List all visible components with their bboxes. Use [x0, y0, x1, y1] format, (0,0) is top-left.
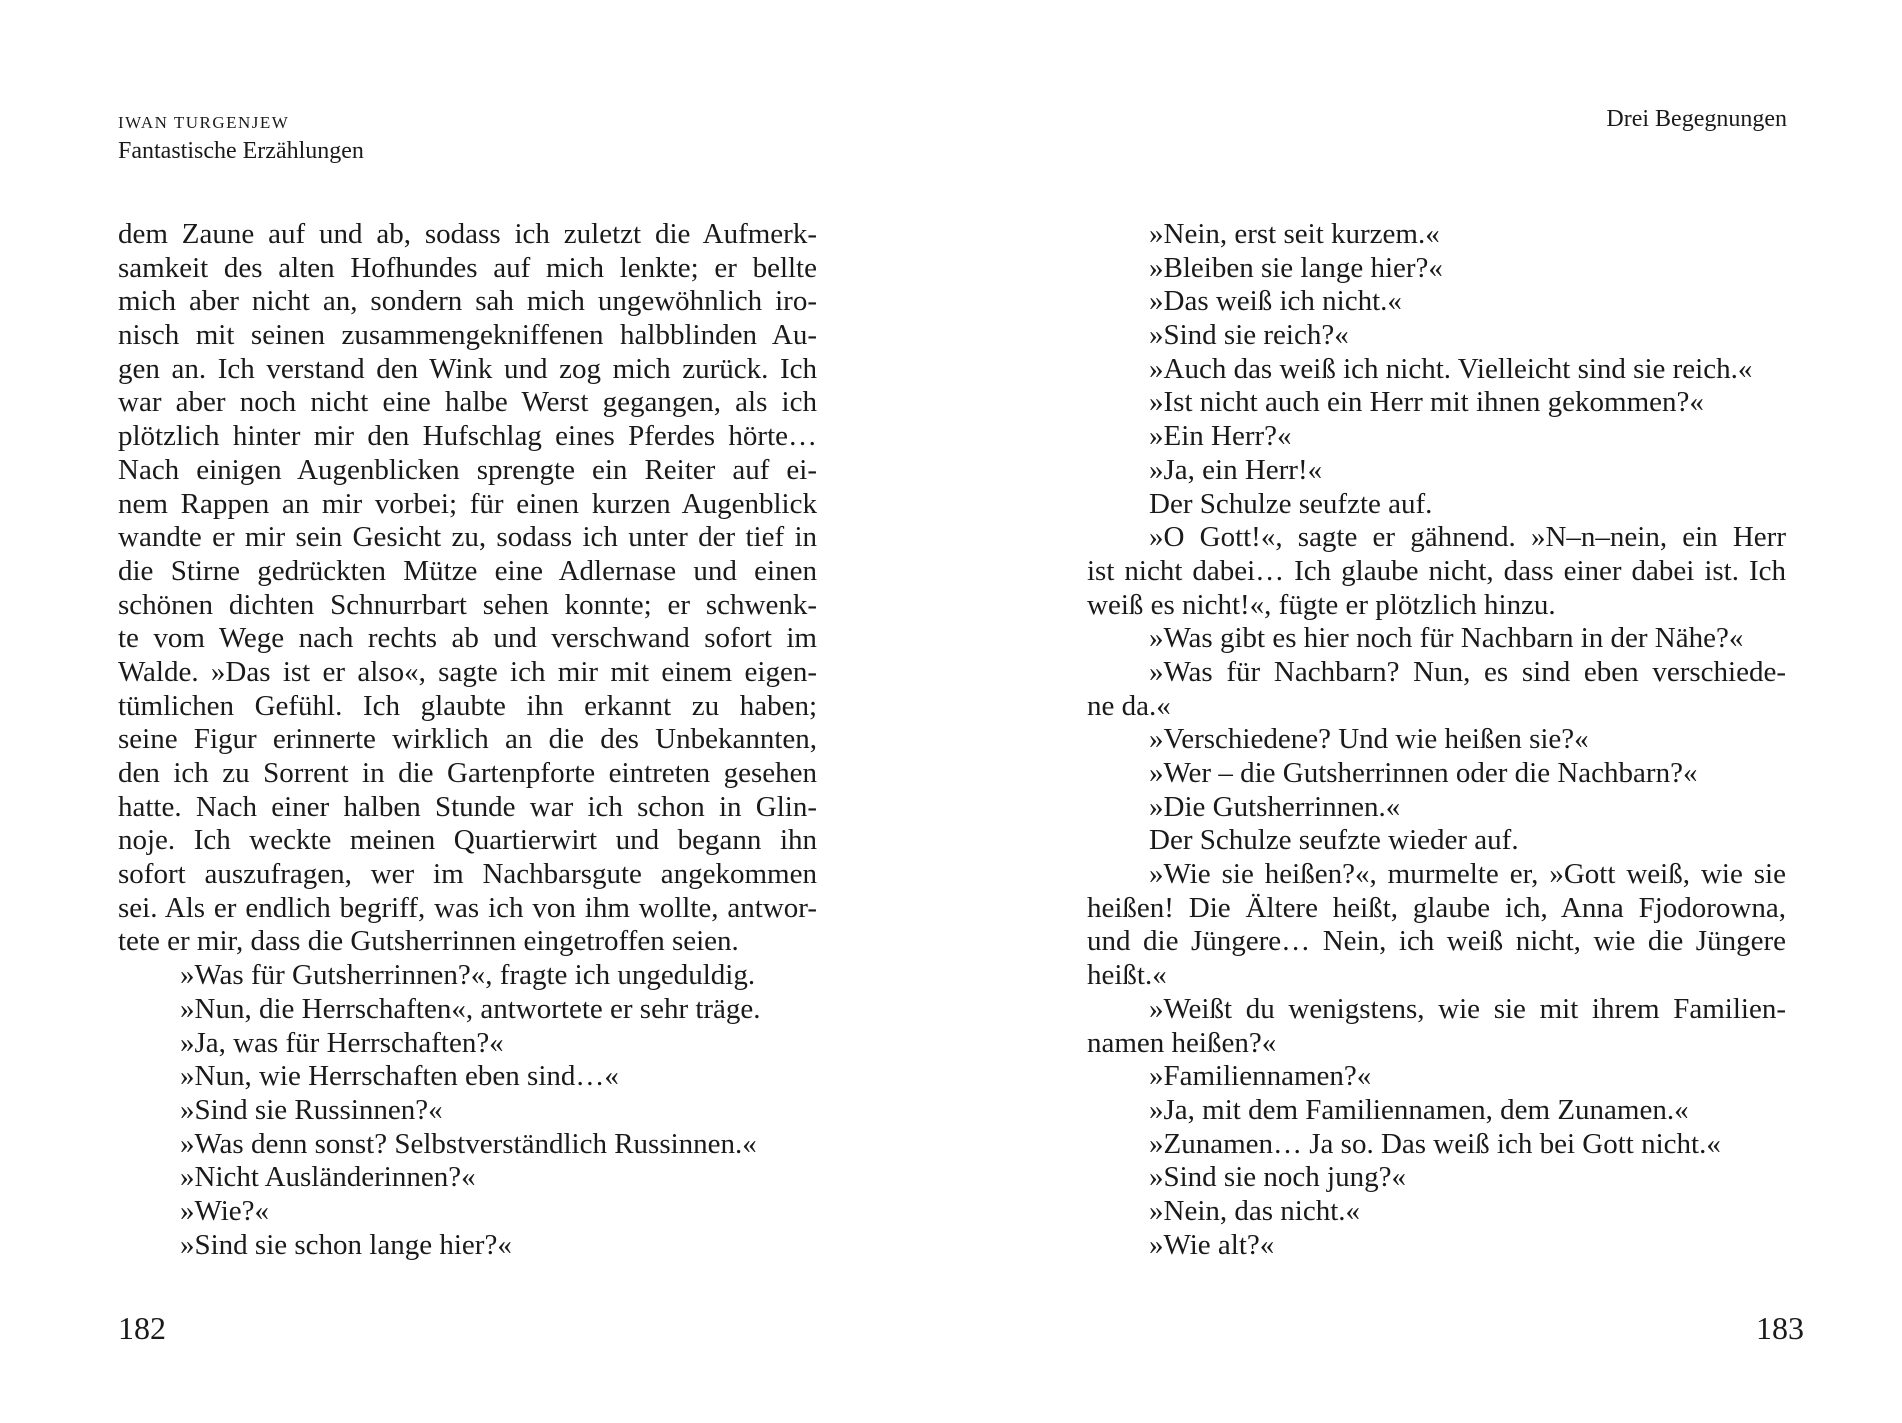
text-line: heißen! Die Ältere heißt, glaube ich, Anna Fjodorowna,	[1087, 891, 1786, 924]
text-line: »Verschiedene? Und wie heißen sie?«	[1149, 723, 1589, 756]
text-line: »Ein Herr?«	[1149, 420, 1292, 453]
text-line: »Ist nicht auch ein Herr mit ihnen gekommen?«	[1149, 386, 1704, 419]
text-line: weiß es nicht!«, fügte er plötzlich hinzu.	[1087, 588, 1556, 621]
right-page	[951, 0, 1902, 1423]
text-line: tümlichen Gefühl. Ich glaubte ihn erkannt zu haben;	[118, 689, 817, 722]
body-text-right	[1087, 218, 1786, 1262]
text-line: »Weißt du wenigstens, wie sie mit ihrem Familien-	[1149, 992, 1786, 1025]
text-line: »Das weiß ich nicht.«	[1149, 285, 1402, 318]
text-line: »Ja, was für Herrschaften?«	[180, 1026, 504, 1059]
text-line: te vom Wege nach rechts ab und verschwand sofort im	[118, 622, 817, 655]
text-line: und die Jüngere… Nein, ich weiß nicht, wie die Jüngere	[1087, 925, 1786, 958]
text-line: »Wie alt?«	[1149, 1228, 1275, 1261]
text-line: namen heißen?«	[1087, 1026, 1277, 1059]
text-line: gen an. Ich verstand den Wink und zog mich zurück. Ich	[118, 352, 817, 385]
text-line: »Zunamen… Ja so. Das weiß ich bei Gott nicht.«	[1149, 1127, 1721, 1160]
text-line: den ich zu Sorrent in die Gartenpforte eintreten gesehen	[118, 757, 817, 789]
text-line: »Was für Nachbarn? Nun, es sind eben verschiede-	[1149, 655, 1786, 688]
text-line: ne da.«	[1087, 689, 1171, 722]
text-line: »Ja, mit dem Familiennamen, dem Zunamen.«	[1149, 1093, 1689, 1126]
text-line: seine Figur erinnerte wirklich an die des Unbekannten,	[118, 723, 817, 756]
text-line: »Sind sie Russinnen?«	[180, 1093, 443, 1126]
book-title: Fantastische Erzählungen	[118, 138, 364, 164]
text-line: »Was für Gutsherrinnen?«, fragte ich ungeduldig.	[180, 959, 756, 992]
text-line: sofort auszufragen, wer im Nachbarsgute angekommen	[118, 858, 817, 891]
text-line: »Was gibt es hier noch für Nachbarn in der Nähe?«	[1149, 622, 1744, 655]
text-line: Nach einigen Augenblicken sprengte ein Reiter auf ei-	[118, 453, 817, 486]
text-line: »Was denn sonst? Selbstverständlich Russinnen.«	[180, 1127, 757, 1160]
text-line: »Nicht Ausländerinnen?«	[180, 1161, 476, 1194]
running-header-left	[118, 110, 364, 166]
page-number-right: 183	[1756, 1310, 1804, 1346]
text-line: »Sind sie schon lange hier?«	[180, 1228, 512, 1261]
text-line: Der Schulze seufzte wieder auf.	[1149, 824, 1519, 857]
text-line: wandte er mir sein Gesicht zu, sodass ich unter der tief in	[118, 521, 817, 554]
text-line: hatte. Nach einer halben Stunde war ich schon in Glin-	[118, 790, 817, 823]
text-line: plötzlich hinter mir den Hufschlag eines Pferdes hörte…	[118, 420, 817, 453]
text-line: samkeit des alten Hofhundes auf mich lenkte; er bellte	[118, 251, 817, 284]
text-line: dem Zaune auf und ab, sodass ich zuletzt die Aufmerk-	[118, 218, 817, 250]
body-text-left	[118, 218, 817, 1262]
text-line: die Stirne gedrückten Mütze eine Adlernase und einen	[118, 554, 817, 587]
text-line: »Nun, die Herrschaften«, antwortete er sehr träge.	[180, 992, 761, 1025]
text-line: nisch mit seinen zusammengekniffenen halbblinden Au-	[118, 319, 817, 352]
author-name: IWAN TURGENJEW	[118, 113, 290, 132]
text-line: »O Gott!«, sagte er gähnend. »N–n–nein, ein Herr	[1149, 521, 1786, 554]
text-line: »Wer – die Gutsherrinnen oder die Nachbarn?«	[1149, 757, 1698, 789]
text-line: »Wie sie heißen?«, murmelte er, »Gott weiß, wie sie	[1149, 858, 1786, 891]
text-line: heißt.«	[1087, 959, 1167, 992]
text-line: ist nicht dabei… Ich glaube nicht, dass einer dabei ist. Ich	[1087, 554, 1786, 587]
text-line: war aber noch nicht eine halbe Werst gegangen, als ich	[118, 386, 817, 419]
text-line: schönen dichten Schnurrbart sehen konnte; er schwenk-	[118, 588, 817, 621]
text-line: »Bleiben sie lange hier?«	[1149, 251, 1443, 284]
text-line: »Nein, das nicht.«	[1149, 1194, 1361, 1227]
text-line: nem Rappen an mir vorbei; für einen kurzen Augenblick	[118, 487, 817, 520]
text-line: »Wie?«	[180, 1194, 270, 1227]
text-line: »Die Gutsherrinnen.«	[1149, 790, 1401, 823]
text-line: noje. Ich weckte meinen Quartierwirt und begann ihn	[118, 824, 817, 857]
text-line: »Auch das weiß ich nicht. Vielleicht sind sie reich.«	[1149, 352, 1753, 385]
text-line: »Familiennamen?«	[1149, 1060, 1372, 1093]
running-header-right: Drei Begegnungen	[1606, 106, 1787, 132]
text-line: Der Schulze seufzte auf.	[1149, 487, 1433, 520]
text-line: »Sind sie reich?«	[1149, 319, 1349, 352]
text-line: sei. Als er endlich begriff, was ich von ihm wollte, antwor-	[118, 891, 817, 924]
text-line: »Sind sie noch jung?«	[1149, 1161, 1406, 1194]
text-line: »Nein, erst seit kurzem.«	[1149, 218, 1440, 250]
text-line: Walde. »Das ist er also«, sagte ich mir mit einem eigen-	[118, 655, 817, 688]
text-line: »Ja, ein Herr!«	[1149, 453, 1323, 486]
text-line: mich aber nicht an, sondern sah mich ungewöhnlich iro-	[118, 285, 817, 318]
page-number-left: 182	[118, 1310, 166, 1346]
text-line: »Nun, wie Herrschaften eben sind…«	[180, 1060, 619, 1093]
text-line: tete er mir, dass die Gutsherrinnen eingetroffen seien.	[118, 925, 739, 958]
